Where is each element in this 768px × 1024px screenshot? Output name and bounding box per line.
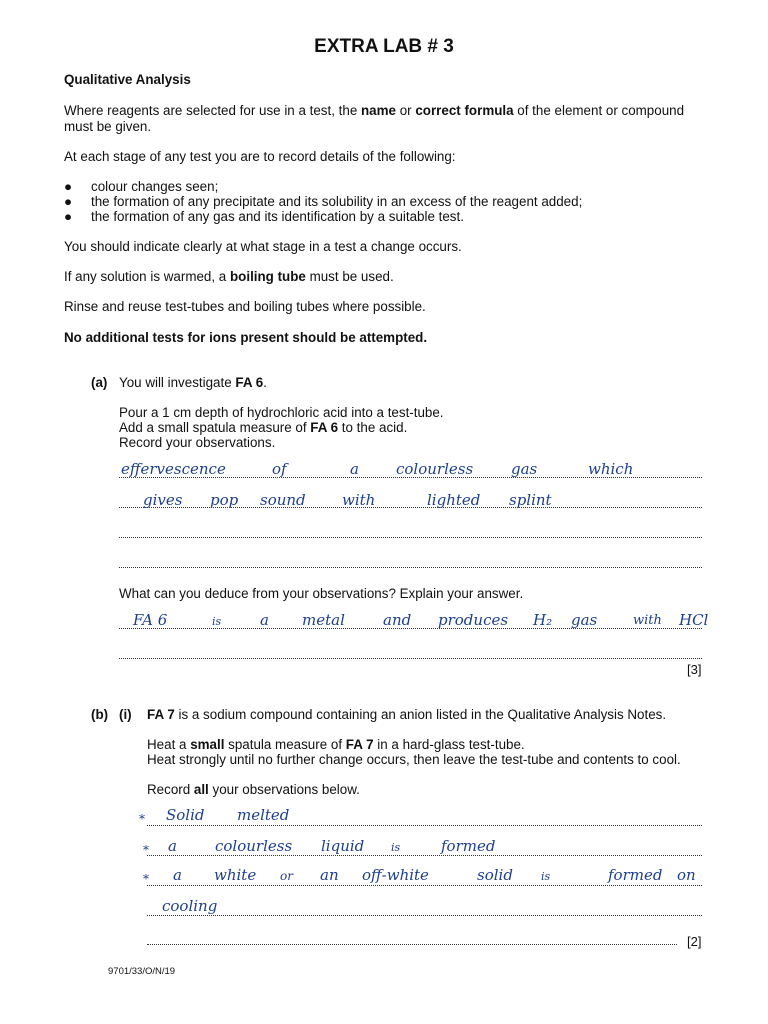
marks-allocation: [2] [687,934,702,949]
handwritten-answer: FA 6 is a metal and produces H₂ gas with HCl [133,611,709,629]
handwritten-answer: * Solid melted [139,806,290,826]
part-a-label: (a) [91,375,108,390]
bullet-dot: ● [64,194,73,209]
part-b-sublabel: (i) [119,707,132,722]
intro-paragraph-5: Rinse and reuse test-tubes and boiling tubes where possible. [64,299,426,314]
part-b-instruction-2: Heat strongly until no further change occurs, then leave the test-tube and contents to cool. [147,752,681,767]
page-title: EXTRA LAB # 3 [314,36,454,57]
intro-paragraph-4: If any solution is warmed, a boiling tube must be used. [64,269,394,284]
handwritten-answer: cooling [162,897,218,915]
answer-line [147,944,677,945]
part-a-question: What can you deduce from your observations? Explain your answer. [119,586,524,601]
answer-line [119,537,702,538]
intro-paragraph-2: At each stage of any test you are to record details of the following: [64,149,456,164]
answer-marker: * [143,843,149,857]
part-b-label: (b) [91,707,109,722]
handwritten-answer: * a colourless liquid is formed [143,837,496,857]
part-a-instruction-3: Record your observations. [119,435,276,450]
part-b-intro: FA 7 is a sodium compound containing an anion listed in the Qualitative Analysis Notes. [147,707,667,722]
part-a-instruction-1: Pour a 1 cm depth of hydrochloric acid into a test-tube. [119,405,444,420]
handwritten-answer: effervescence of a colourless gas which [121,460,634,478]
intro-paragraph-1: Where reagents are selected for use in a test, the name or correct formula of the element or compound must be given. [64,103,685,134]
part-b-instruction-1: Heat a small spatula measure of FA 7 in a hard-glass test-tube. [147,737,525,752]
answer-marker: * [139,812,145,826]
section-heading: Qualitative Analysis [64,72,191,87]
answer-line [119,567,702,568]
bullet-dot: ● [64,209,73,224]
answer-line [119,658,702,659]
part-b-instruction-3: Record all your observations below. [147,782,360,797]
document-code: 9701/33/O/N/19 [108,966,176,977]
marks-allocation: [3] [687,662,702,677]
bullet-dot: ● [64,179,73,194]
handwritten-answer: * a white or an off-white solid is formed on [143,866,696,886]
handwritten-answer: gives pop sound with lighted splint [143,491,552,509]
part-a-instruction-2: Add a small spatula measure of FA 6 to the acid. [119,420,408,435]
part-a-intro: You will investigate FA 6. [119,375,267,390]
intro-paragraph-3: You should indicate clearly at what stage in a test a change occurs. [64,239,462,254]
intro-paragraph-6: No additional tests for ions present should be attempted. [64,330,428,345]
answer-marker: * [143,872,149,886]
